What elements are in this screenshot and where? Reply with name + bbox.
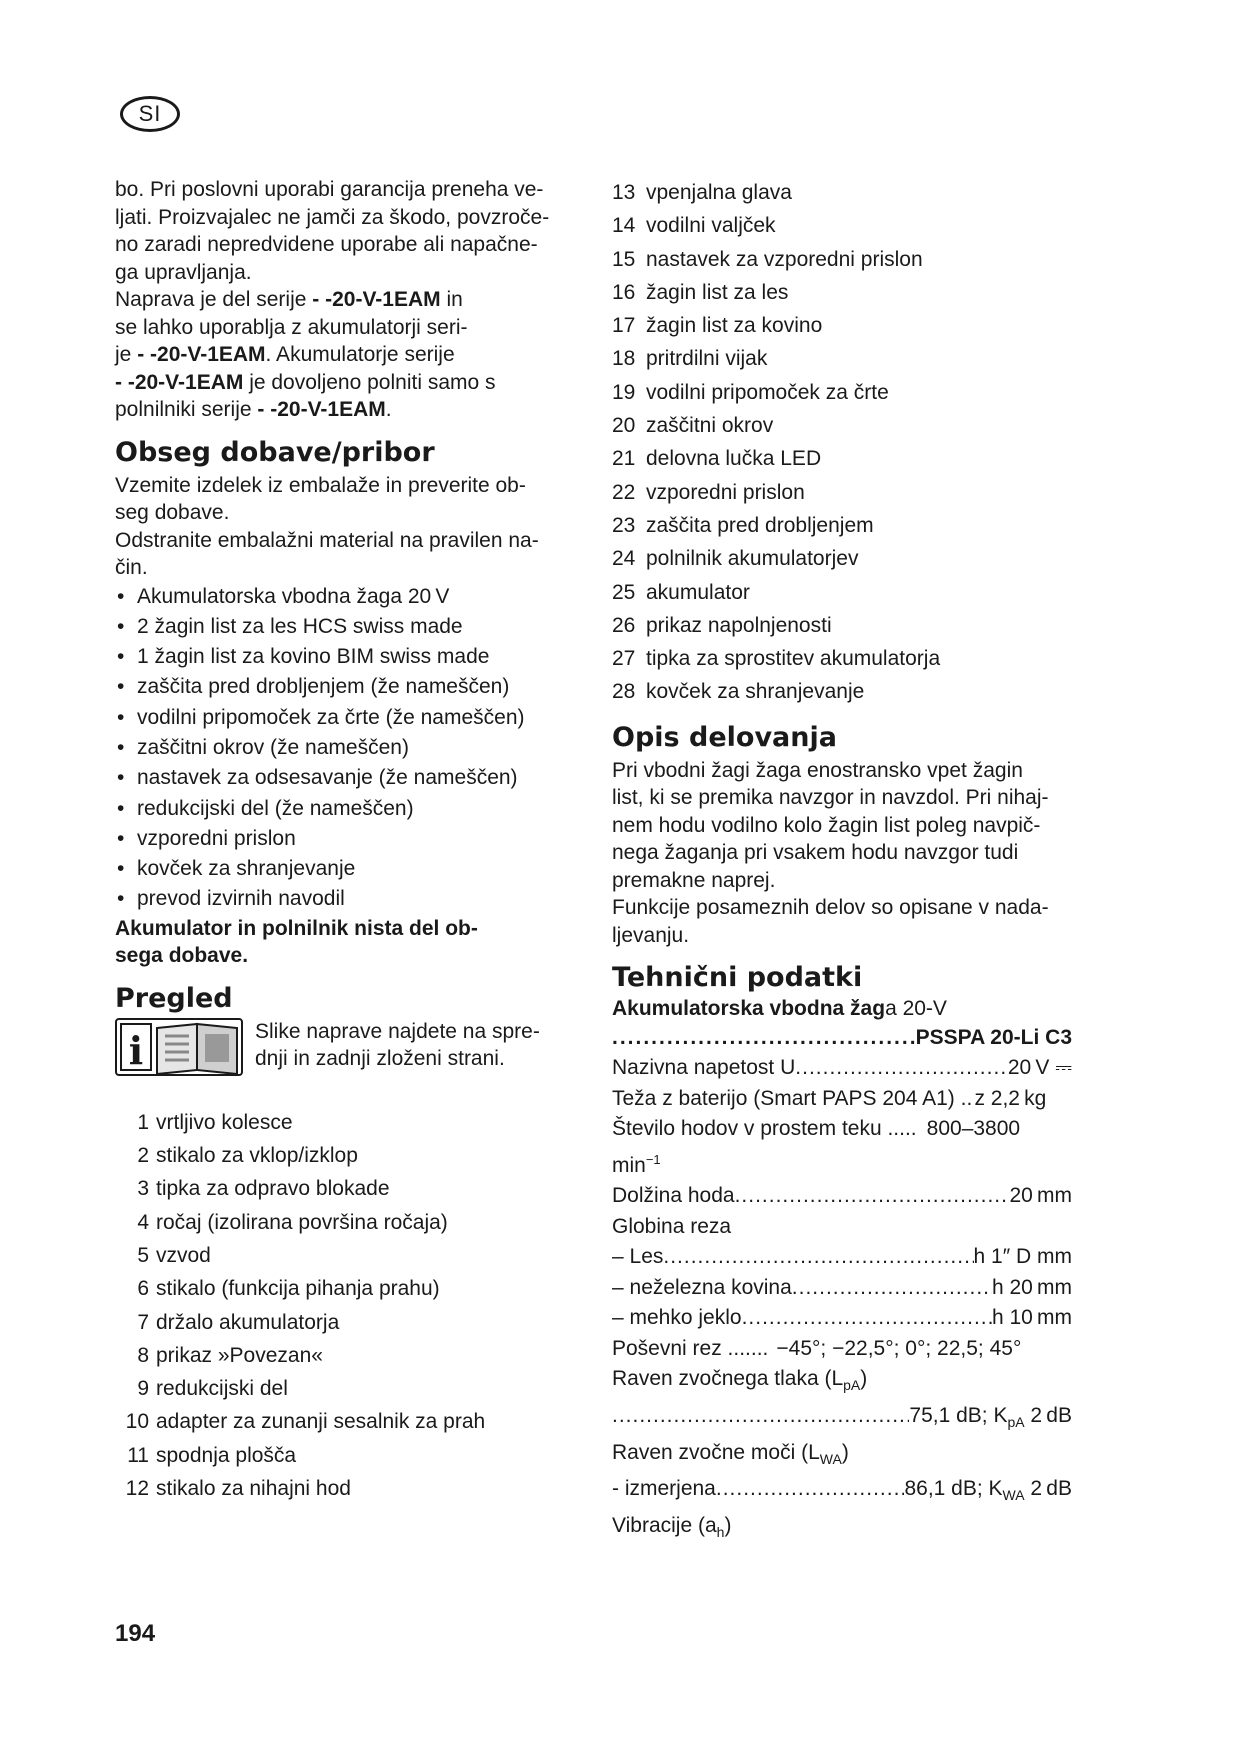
list-item: 25 akumulator — [612, 580, 750, 604]
text-line: ljati. Proizvajalec ne jamči za škodo, povzroče- — [115, 205, 550, 229]
spec-pressure-label: Raven zvočnega tlaka $(L_{pA})$ — [612, 1367, 868, 1394]
spec-voltage: Nazivna napetost U ..... 20 V ⎓ — [612, 1053, 1072, 1084]
text-line: polnilniki serije - -20-V-1EAM. — [115, 398, 392, 421]
text-line: dnji in zadnji zloženi strani. — [255, 1047, 505, 1071]
list-item: • zaščitni okrov (že nameščen) — [115, 733, 560, 763]
list-item: 18 pritrdilni vijak — [612, 347, 768, 371]
list-item: • Akumulatorska vbodna žaga 20 V — [115, 582, 560, 612]
list-item: 11 spodnja plošča — [127, 1443, 297, 1467]
info-book-icon — [115, 1018, 243, 1076]
spec-stroke-length: Dolžina hoda ..... 20 mm — [612, 1181, 1072, 1212]
list-item: 6 stikalo (funkcija pihanja prahu) — [137, 1277, 440, 1301]
function-heading: Opis delovanja — [612, 721, 837, 753]
list-item: 3 tipka za odpravo blokade — [137, 1177, 390, 1201]
text-line: nem hodu vodilno kolo žagin list poleg navpič- — [612, 813, 1041, 837]
overview-note — [115, 1018, 560, 1076]
list-item: • zaščita pred drobljenjem (že nameščen) — [115, 672, 560, 702]
list-item: 10 adapter za zunanji sesalnik za prah — [125, 1410, 486, 1434]
spec-strokes-unit: $\min^{-1}$ — [612, 1151, 661, 1177]
scope-heading: Obseg dobave/pribor — [115, 436, 435, 468]
list-item: 23 zaščita pred drobljenjem — [612, 513, 874, 537]
text-line: čin. — [115, 556, 148, 579]
list-item: 15 nastavek za vzporedni prislon — [612, 247, 923, 271]
list-item: • redukcijski del (že nameščen) — [115, 794, 560, 824]
text-line: Funkcije posameznih delov so opisane v nada- — [612, 896, 1049, 920]
spec-vibration: Vibracije $(a_h)$ — [612, 1514, 732, 1541]
text-line: list, ki se premika navzgor in navzdol. Pri nihaj- — [612, 786, 1049, 810]
text-line: Odstranite embalažni material na pravilen na- — [115, 528, 539, 552]
list-item: 16 žagin list za les — [612, 280, 789, 304]
list-item: 28 kovček za shranjevanje — [612, 680, 865, 704]
list-item: 24 polnilnik akumulatorjev — [612, 547, 859, 571]
list-item: • 1 žagin list za kovino BIM swiss made — [115, 642, 560, 672]
text-line: je - -20-V-1EAM. Akumulatorje serije — [115, 343, 455, 366]
text-line: premakne naprej. — [612, 868, 776, 892]
tech-product: Akumulatorska vbodna žaga 20-V — [612, 997, 947, 1021]
tech-model-row: ..... PSSPA 20-Li C3 — [612, 1023, 1072, 1053]
spec-measured: - izmerjena ..... 86,1 dB; $K_{WA}$ 2 dB — [612, 1474, 1072, 1511]
list-item: 8 prikaz »Povezan« — [137, 1343, 323, 1367]
spec-power-label: Raven zvočne moči $(L_{WA})$ — [612, 1440, 849, 1467]
list-item: 2 stikalo za vklop/izklop — [137, 1144, 358, 1168]
scope-note — [115, 915, 560, 970]
spec-wood: – Les ..... h 1″ D mm — [612, 1242, 1072, 1273]
parts-list-right — [612, 176, 1072, 709]
list-item: 17 žagin list za kovino — [612, 314, 823, 338]
list-item: 20 zaščitni okrov — [612, 414, 774, 438]
spec-weight: Teža z baterijo (Smart PAPS 204 A1) . ..... z 2,2 kg — [612, 1084, 1072, 1115]
scope-list — [115, 582, 560, 915]
text-line: Akumulator in polnilnik nista del ob- — [115, 916, 478, 940]
list-item: • prevod izvirnih navodil — [115, 884, 560, 914]
spec-strokes: Število hodov v prostem teku ..... 800–3800 — [612, 1117, 1021, 1141]
list-item: • kovček za shranjevanje — [115, 854, 560, 884]
text-line: - -20-V-1EAM je dovoljeno polniti samo s — [115, 370, 496, 394]
list-item: 13 vpenjalna glava — [612, 181, 792, 204]
list-item: 14 vodilni valjček — [612, 214, 776, 238]
scope-text — [115, 472, 560, 582]
spec-table — [612, 1053, 1072, 1547]
text-line: Slike naprave najdete na spre- — [255, 1019, 540, 1043]
list-item: 19 vodilni pripomoček za črte — [612, 380, 889, 404]
list-item: 5 vzvod — [137, 1243, 211, 1267]
spec-bevel: Poševni rez ....... −45°; −22,5°; 0°; 22,5; 45° — [612, 1336, 1022, 1360]
text-line: no zaradi nepredvidene uporabe ali napačne- — [115, 233, 538, 256]
right-column — [612, 176, 1072, 1548]
text-line: Naprava je del serije - -20-V-1EAM in — [115, 288, 463, 311]
parts-list-left — [115, 1106, 560, 1506]
text-line: sega dobave. — [115, 944, 249, 968]
list-item: • vzporedni prislon — [115, 824, 560, 854]
intro-paragraph — [115, 176, 560, 286]
text-line: ljevanju. — [612, 923, 690, 947]
list-item: 21 delovna lučka LED — [612, 447, 822, 471]
list-item: • vodilni pripomoček za črte (že nameščen) — [115, 703, 560, 733]
text-line: se lahko uporablja z akumulatorji seri- — [115, 315, 468, 339]
spec-nonferrous: – neželezna kovina ..... h 20 mm — [612, 1273, 1072, 1304]
text-line: bo. Pri poslovni uporabi garancija preneha ve- — [115, 178, 544, 201]
list-item: 22 vzporedni prislon — [612, 480, 805, 504]
list-item: 27 tipka za sprostitev akumulatorja — [612, 647, 941, 671]
spec-cut-depth: Globina reza — [612, 1214, 732, 1238]
list-item: 4 ročaj (izolirana površina ročaja) — [137, 1210, 448, 1234]
list-item: 12 stikalo za nihajni hod — [125, 1477, 351, 1501]
text-line: seg dobave. — [115, 501, 230, 524]
text-line: nega žaganja pri vsakem hodu navzgor tudi — [612, 841, 1019, 865]
spec-pressure-value: ..... 75,1 dB; $K_{pA}$ 2 dB — [612, 1401, 1072, 1438]
list-item: 7 držalo akumulatorja — [137, 1310, 340, 1334]
svg-text:i: i — [128, 1027, 144, 1073]
text-line: ga upravljanja. — [115, 260, 252, 284]
page-number: 194 — [115, 1620, 156, 1647]
tech-heading: Tehnični podatki — [612, 962, 863, 994]
language-badge: SI — [120, 96, 180, 132]
text-line: Vzemite izdelek iz embalaže in preverite ob- — [115, 473, 526, 497]
series-paragraph — [115, 286, 560, 424]
list-item: • 2 žagin list za les HCS swiss made — [115, 612, 560, 642]
list-item: • nastavek za odsesavanje (že nameščen) — [115, 763, 560, 793]
spec-steel: – mehko jeklo ..... h 10 mm — [612, 1303, 1072, 1334]
left-column — [115, 176, 560, 1505]
list-item: 26 prikaz napolnjenosti — [612, 613, 832, 637]
overview-heading: Pregled — [115, 982, 233, 1014]
function-text — [612, 757, 1072, 950]
text-line: Pri vbodni žagi žaga enostransko vpet žagin — [612, 758, 1023, 782]
list-item: 9 redukcijski del — [137, 1377, 288, 1401]
list-item: 1 vrtljivo kolesce — [137, 1110, 293, 1134]
